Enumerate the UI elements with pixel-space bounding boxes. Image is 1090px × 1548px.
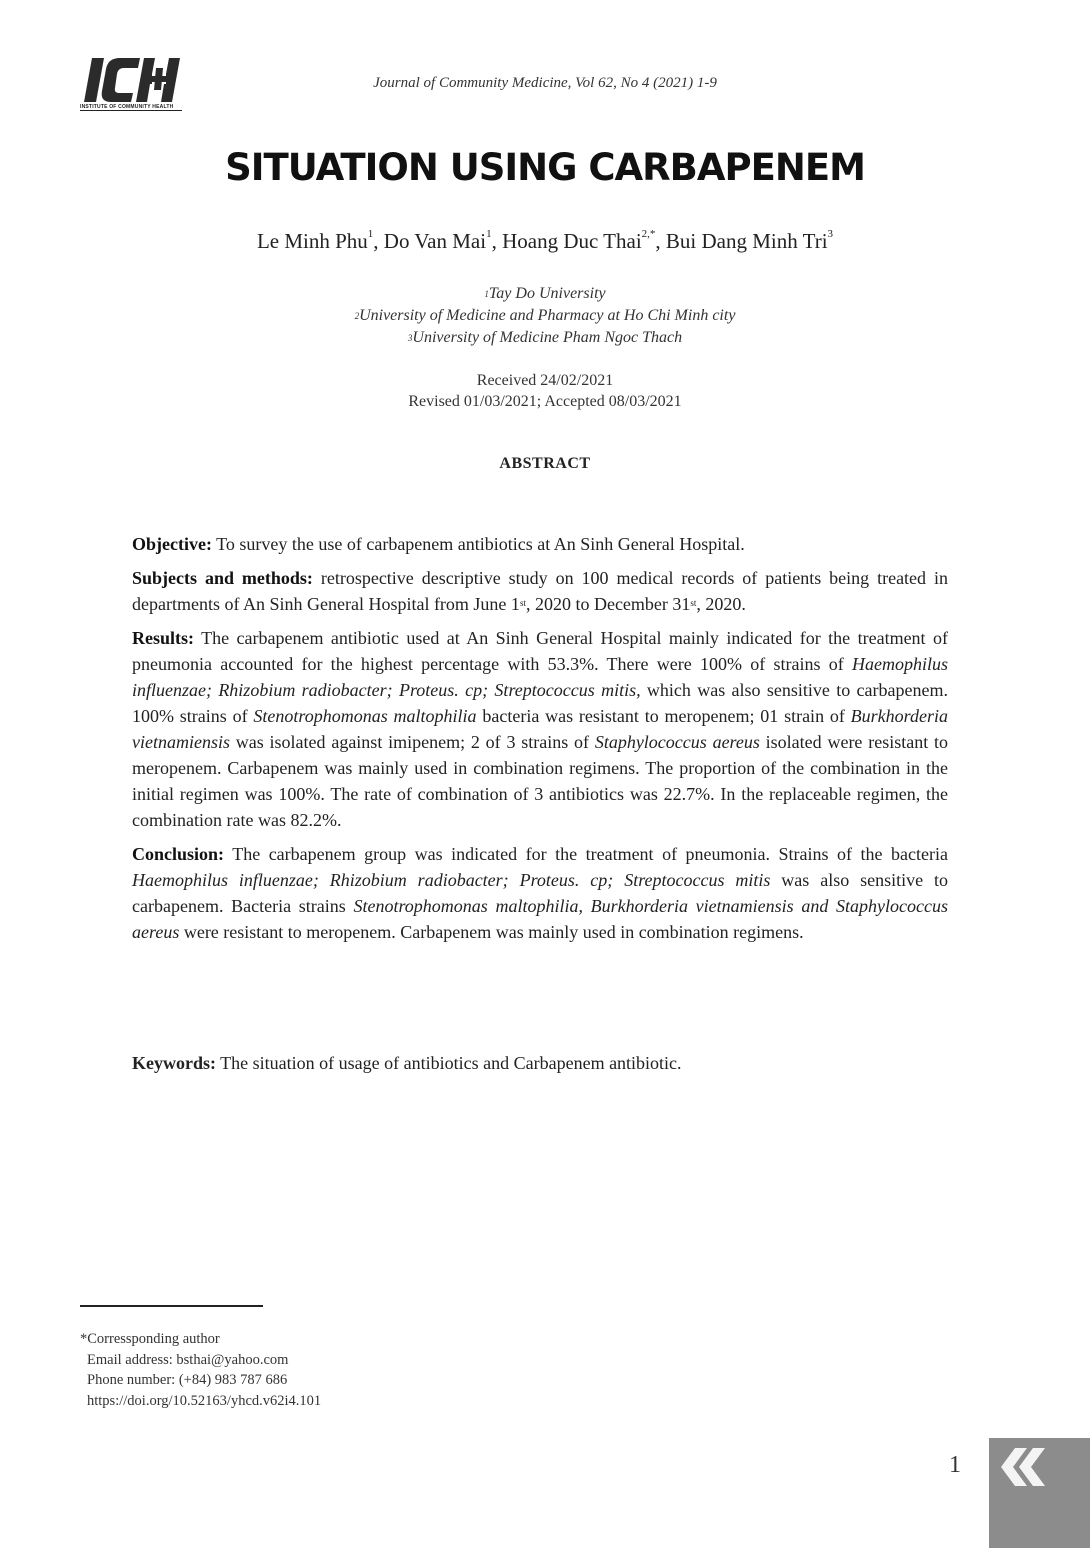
- author-list: [0, 229, 1090, 254]
- methods-text: retrospective descriptive study on 100 medical records of patients being treated in departments of An Sinh General Hospital from June 1: [132, 568, 948, 614]
- keywords-text: The situation of usage of antibiotics and Carbapenem antibiotic.: [216, 1053, 682, 1073]
- keywords-paragraph: [132, 1050, 948, 1076]
- author-affiliation-mark: 1: [367, 228, 374, 240]
- logo-text: ICH: [84, 58, 86, 59]
- revised-accepted-date: Revised 01/03/2021; Accepted 08/03/2021: [408, 393, 682, 410]
- received-date: Received 24/02/2021: [476, 372, 614, 389]
- species-name: Burkhorderia vietnamiensis: [132, 706, 948, 752]
- author-phone: Phone number: (+84) 983 787 686: [87, 1372, 288, 1388]
- keywords-label: Keywords:: [132, 1053, 216, 1073]
- ordinal-suffix: st: [519, 598, 526, 608]
- footnote: [80, 1329, 321, 1411]
- results-text: The carbapenem antibiotic used at An Sinh General Hospital mainly indicated for the treatment of pneumonia accounted for the highest percentage with 53.3%. There were 100% of strains of: [132, 628, 948, 674]
- affiliation-mark: 3: [407, 333, 413, 343]
- affiliation-mark: 1: [484, 289, 489, 299]
- author-affiliation-mark: 3: [827, 228, 834, 240]
- corresponding-author-note: *Corressponding author: [80, 1331, 220, 1347]
- species-name: Haemophilus influenzae; Rhizobium radiobacter; Proteus. cp; Streptococcus mitis: [132, 870, 771, 890]
- abstract-heading: ABSTRACT: [499, 455, 591, 472]
- affiliation-line: [0, 305, 1090, 327]
- conclusion-text: were resistant to meropenem. Carbapenem was mainly used in combination regimens.: [179, 922, 804, 942]
- page-corner-tab: [989, 1438, 1090, 1548]
- ordinal-suffix: st: [690, 598, 697, 608]
- author-email: Email address: bsthai@yahoo.com: [87, 1351, 289, 1368]
- species-name: Stenotrophomonas maltophilia, Burkhorderia vietnamiensis and Staphylococcus aereus: [132, 896, 948, 942]
- affiliation-mark: 2: [354, 311, 360, 321]
- affiliation-line: [0, 283, 1090, 305]
- journal-citation: Journal of Community Medicine, Vol 62, No 4 (2021) 1-9: [373, 75, 717, 91]
- double-chevron-left-icon: [993, 1444, 1053, 1490]
- species-name: Haemophilus influenzae; Rhizobium radiobacter; Proteus. cp; Streptococcus mitis,: [132, 654, 948, 700]
- abstract-body: [132, 531, 948, 953]
- affiliation-text: Tay Do University: [488, 285, 606, 302]
- author-name: Bui Dang Minh Tri: [665, 229, 828, 253]
- affiliation-text: University of Medicine and Pharmacy at Ho Chi Minh city: [359, 307, 736, 324]
- methods-text: , 2020 to December 31: [525, 594, 691, 614]
- author-name: Le Minh Phu: [256, 229, 368, 253]
- methods-text: , 2020.: [696, 594, 746, 614]
- journal-header: [0, 75, 1090, 92]
- affiliation-line: [0, 327, 1090, 349]
- objective-text: To survey the use of carbapenem antibiotics at An Sinh General Hospital.: [211, 534, 745, 554]
- conclusion-paragraph: [132, 841, 948, 945]
- doi-link[interactable]: https://doi.org/10.52163/yhcd.v62i4.101: [87, 1392, 322, 1409]
- results-text: which was also sensitive to carbapenem. 100% strains of: [132, 680, 948, 726]
- species-name: Staphylococcus aereus: [594, 732, 760, 752]
- logo-caption: INSTITUTE OF COMMUNITY HEALTH: [80, 104, 182, 111]
- affiliation-text: University of Medicine Pham Ngoc Thach: [412, 329, 683, 346]
- author-affiliation-mark: 2,*: [641, 228, 656, 240]
- author-separator: ,: [373, 229, 384, 253]
- author-separator: ,: [655, 229, 666, 253]
- methods-paragraph: [132, 565, 948, 617]
- conclusion-label: Conclusion:: [132, 844, 225, 864]
- author-name: Do Van Mai: [383, 229, 487, 253]
- results-paragraph: [132, 625, 948, 833]
- article-dates: [0, 370, 1090, 412]
- affiliations: [0, 283, 1090, 349]
- methods-label: Subjects and methods:: [132, 568, 313, 588]
- page-number: 1: [949, 1452, 961, 1478]
- conclusion-text: The carbapenem group was indicated for the treatment of pneumonia. Strains of the bacteria: [224, 844, 948, 864]
- conclusion-text: was also sensitive to carbapenem. Bacteria strains: [132, 870, 949, 916]
- objective-label: Objective:: [132, 534, 212, 554]
- author-separator: ,: [491, 229, 503, 253]
- author-name: Hoang Duc Thai: [502, 229, 642, 253]
- objective-paragraph: [132, 531, 948, 557]
- species-name: Stenotrophomonas maltophilia: [253, 706, 477, 726]
- article-title: SITUATION USING CARBAPENEM: [225, 146, 865, 189]
- footnote-divider: [80, 1305, 263, 1307]
- results-label: Results:: [132, 628, 194, 648]
- results-text: bacteria was resistant to meropenem; 01 strain of: [476, 706, 851, 726]
- results-text: was isolated against imipenem; 2 of 3 strains of: [229, 732, 595, 752]
- results-text: isolated were resistant to meropenem. Carbapenem was mainly used in combination regimens. The proportion of the combination in the initial regimen was 100%. The rate of combination of 3 antibiotics was 22.7%. In the replaceable regimen, the combination rate was 82.2%.: [132, 732, 948, 830]
- author-affiliation-mark: 1: [486, 228, 492, 240]
